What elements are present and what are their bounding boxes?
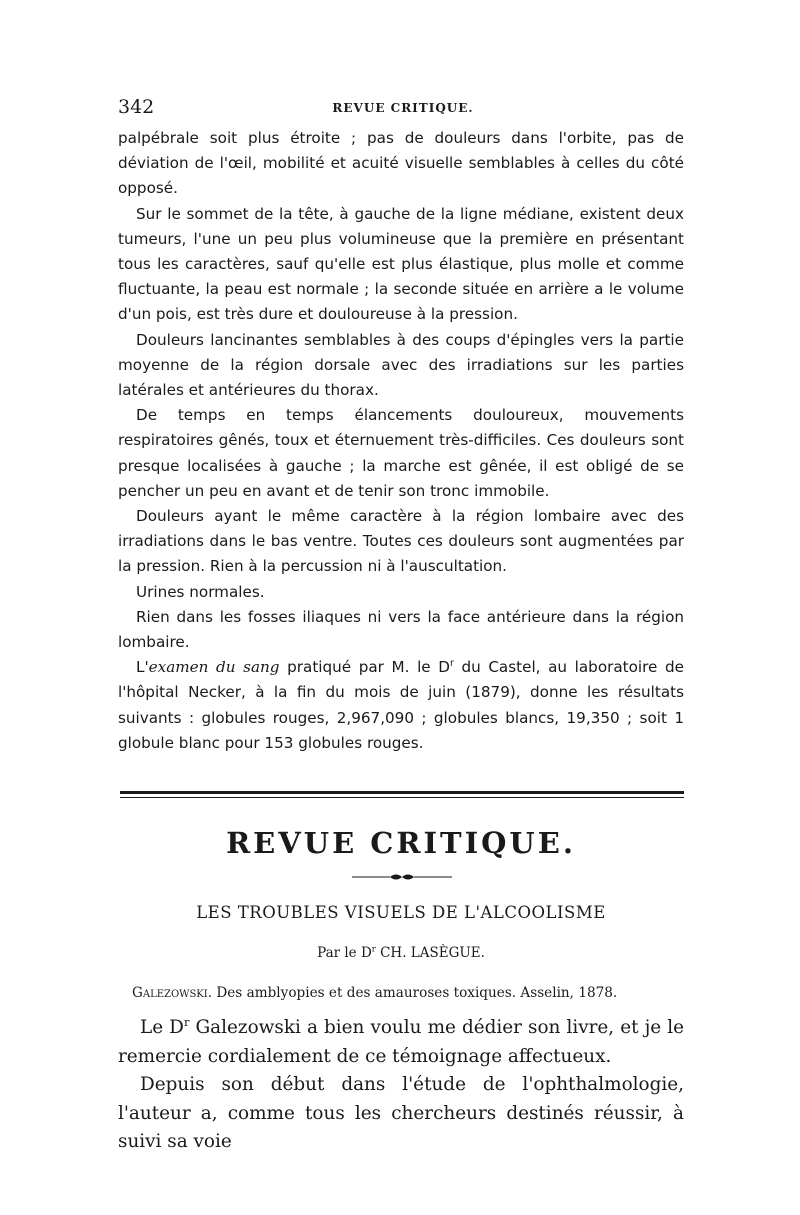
page-header (118, 96, 688, 122)
text-fragment: du Castel, au laboratoire de l'hôpital Necker, à la fin du mois de juin (1879), donne les résultats suivants : globules rouges, 2,967,090 ; globules blancs, 19,350 ; soit 1 globule blanc pour 153 globules rouges. (118, 658, 684, 752)
author-name: CH. LASÈGUE. (375, 945, 485, 961)
text-fragment: L' (136, 658, 149, 677)
superscript: r (371, 943, 376, 954)
article-body (118, 1014, 684, 1157)
paragraph: palpébrale soit plus étroite ; pas de douleurs dans l'orbite, pas de déviation de l'œil, mobilité et acuité visuelle semblables à celles du côté opposé. (118, 129, 684, 198)
paragraph: Urines normales. (136, 582, 265, 601)
paragraph (118, 1014, 684, 1071)
paragraph: De temps en temps élancements douloureux, mouvements respiratoires gênés, toux et éternuement très-difficiles. Ces douleurs sont presque localisées à gauche ; la marche est gênée, il est obligé de se pencher un peu en avant et de tenir son tronc immobile. (118, 406, 684, 500)
article-title: LES TROUBLES VISUELS DE L'ALCOOLISME (196, 903, 606, 922)
reference-author: Galezowski. (132, 985, 213, 1001)
paragraph (118, 655, 684, 756)
section-divider-thin (120, 797, 684, 798)
page-number: 342 (118, 96, 155, 118)
paragraph: Sur le sommet de la tête, à gauche de la ligne médiane, existent deux tumeurs, l'une un peu plus volumineuse que la première en présentant tous les caractères, sauf qu'elle est plus élastique, plus molle et comme fluctuante, la peau est normale ; la seconde située en arrière a le volume d'un pois, est très dure et douloureuse à la pression. (118, 204, 684, 324)
running-head: REVUE CRITIQUE. (332, 101, 474, 115)
paragraph: Rien dans les fosses iliaques ni vers la face antérieure dans la région lombaire. (118, 607, 684, 652)
case-report-text (118, 126, 684, 756)
text-fragment: Le D (140, 1017, 184, 1038)
paragraph: Depuis son début dans l'étude de l'ophthalmologie, l'auteur a, comme tous les chercheurs destinés réussir, à suivi sa voie (118, 1074, 684, 1152)
bibliographic-reference (132, 985, 684, 1001)
paragraph: Douleurs lancinantes semblables à des coups d'épingles vers la partie moyenne de la région dorsale avec des irradiations sur les parties latérales et antérieures du thorax. (118, 330, 684, 400)
text-fragment: pratiqué par M. le D (279, 658, 450, 677)
paragraph: Douleurs ayant le même caractère à la région lombaire avec des irradiations dans le bas ventre. Toutes ces douleurs sont augmentées par la pression. Rien à la percussion ni à l'auscultation. (118, 507, 684, 576)
italic-text: examen du sang (148, 658, 280, 677)
section-title: REVUE CRITIQUE. (226, 826, 576, 860)
superscript: r (183, 1014, 190, 1029)
text-fragment: Galezowski a bien voulu me dédier son livre, et je le remercie cordialement de ce témoignage affectueux. (118, 1017, 685, 1067)
reference-title: Des amblyopies et des amauroses toxiques. Asselin, 1878. (212, 985, 618, 1001)
byline-prefix: Par le D (317, 945, 372, 961)
superscript: r (449, 658, 454, 670)
byline (118, 945, 684, 961)
section-divider (120, 791, 684, 794)
flourish-ornament (352, 872, 452, 882)
